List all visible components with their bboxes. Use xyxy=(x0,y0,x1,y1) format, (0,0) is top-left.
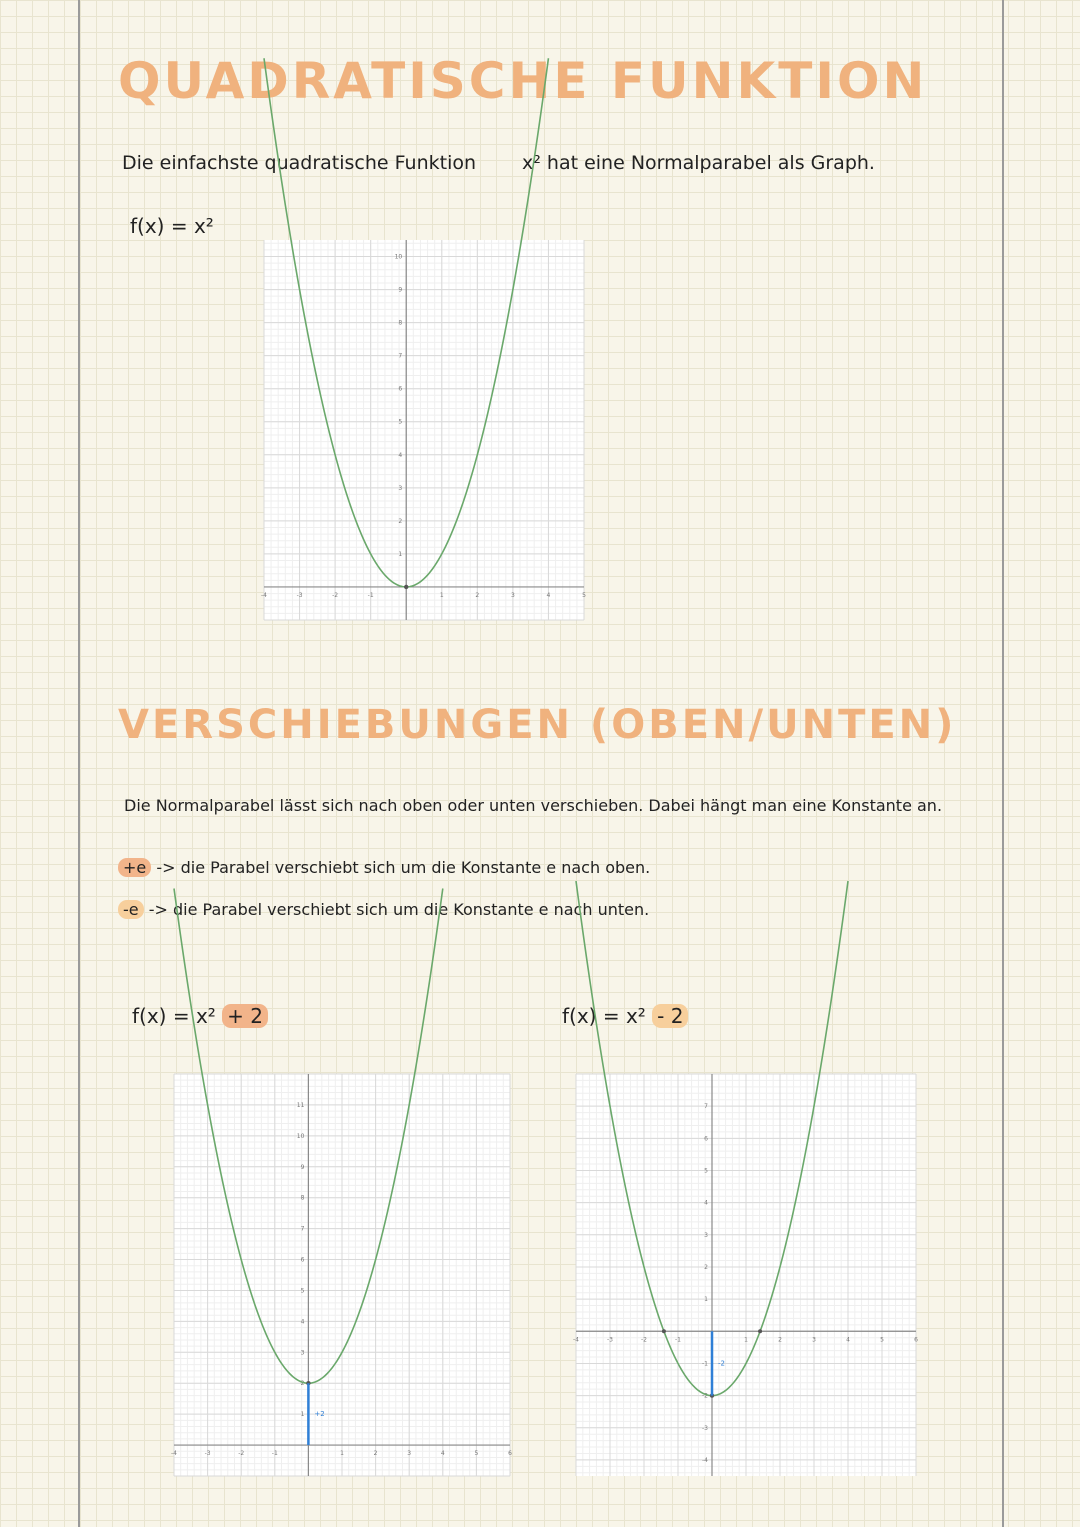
y-tick-label: 5 xyxy=(300,1287,305,1295)
y-tick-label: 8 xyxy=(398,319,403,327)
y-tick-label: 9 xyxy=(398,286,403,294)
x-tick-label: 3 xyxy=(510,591,515,599)
rule-plus-text: -> die Parabel verschiebt sich um die Konstante e nach oben. xyxy=(156,858,651,877)
x-tick-label: 5 xyxy=(582,591,586,599)
formula-plus-base: f(x) = x² xyxy=(132,1004,216,1028)
y-tick-label: 5 xyxy=(398,418,403,426)
root-point xyxy=(758,1329,762,1333)
y-tick-label: 7 xyxy=(300,1225,305,1233)
x-tick-label: -3 xyxy=(204,1450,211,1458)
x-tick-label: 4 xyxy=(546,591,551,599)
intro-text-a: Die einfachste quadratische Funktion xyxy=(122,152,477,174)
y-tick-label: -1 xyxy=(702,1360,708,1368)
rule-plus xyxy=(118,858,650,877)
vertex-point xyxy=(404,585,408,589)
rule-plus-tag: +e xyxy=(118,858,151,877)
y-tick-label: 10 xyxy=(296,1132,305,1140)
x-tick-label: -3 xyxy=(607,1336,613,1344)
x-tick-label: 6 xyxy=(508,1450,512,1458)
y-tick-label: 4 xyxy=(704,1199,708,1207)
y-tick-label: 3 xyxy=(398,484,403,492)
x-tick-label: -1 xyxy=(675,1336,681,1344)
y-tick-label: 6 xyxy=(704,1135,708,1143)
x-tick-label: -2 xyxy=(238,1450,245,1458)
rule-minus xyxy=(118,900,649,919)
x-tick-label: 6 xyxy=(914,1336,918,1344)
right-margin-line xyxy=(1002,0,1004,1527)
x-tick-label: 2 xyxy=(475,591,480,599)
y-tick-label: 7 xyxy=(704,1103,708,1111)
y-tick-label: 2 xyxy=(398,517,403,525)
y-tick-label: 9 xyxy=(300,1163,305,1171)
x-tick-label: 5 xyxy=(880,1336,884,1344)
rule-minus-text: -> die Parabel verschiebt sich um die Konstante e nach unten. xyxy=(148,900,650,919)
rule-minus-tag: -e xyxy=(118,900,144,919)
x-tick-label: -4 xyxy=(171,1450,177,1458)
y-tick-label: -2 xyxy=(702,1392,708,1400)
graph-normal-parabola-svg xyxy=(261,240,586,620)
y-tick-label: 1 xyxy=(300,1411,305,1419)
intro-text-b: x² hat eine Normalparabel als Graph. xyxy=(522,152,875,174)
x-tick-label: 4 xyxy=(440,1450,445,1458)
graph-shift-down-svg xyxy=(573,1074,918,1476)
y-tick-label: 2 xyxy=(704,1263,708,1271)
formula-plus xyxy=(132,1004,268,1028)
shift-paragraph: Die Normalparabel lässt sich nach oben oder unten verschieben. Dabei hängt man eine Konstante an. xyxy=(124,796,943,815)
x-tick-label: 1 xyxy=(744,1336,748,1344)
x-tick-label: -2 xyxy=(332,591,339,599)
y-tick-label: 10 xyxy=(394,253,403,261)
y-tick-label: 2 xyxy=(300,1380,305,1388)
x-tick-label: -3 xyxy=(296,591,303,599)
shift-label: +2 xyxy=(314,1410,325,1419)
y-tick-label: 6 xyxy=(300,1256,305,1264)
x-tick-label: -4 xyxy=(261,591,267,599)
x-tick-label: 2 xyxy=(778,1336,782,1344)
graph-shift-up xyxy=(171,1074,512,1476)
y-tick-label: -3 xyxy=(702,1424,708,1432)
y-tick-label: 4 xyxy=(300,1318,305,1326)
x-tick-label: 5 xyxy=(474,1450,479,1458)
y-tick-label: 8 xyxy=(300,1194,305,1202)
y-tick-label: 1 xyxy=(704,1296,708,1304)
y-tick-label: 11 xyxy=(296,1101,305,1109)
formula-minus-base: f(x) = x² xyxy=(562,1004,646,1028)
y-tick-label: 1 xyxy=(398,550,403,558)
left-margin-line xyxy=(78,0,80,1527)
shift-label: -2 xyxy=(718,1359,725,1368)
y-tick-label: 4 xyxy=(398,451,403,459)
x-tick-label: -2 xyxy=(641,1336,647,1344)
y-tick-label: 6 xyxy=(398,385,403,393)
main-heading: QUADRATISCHE FUNKTION xyxy=(118,52,928,110)
y-tick-label: 3 xyxy=(300,1349,305,1357)
graph-shift-down xyxy=(573,1074,918,1476)
x-tick-label: 4 xyxy=(846,1336,850,1344)
x-tick-label: -1 xyxy=(271,1450,278,1458)
y-tick-label: -4 xyxy=(702,1456,708,1464)
y-tick-label: 3 xyxy=(704,1231,708,1239)
formula-plus-term: + 2 xyxy=(222,1004,268,1028)
y-tick-label: 7 xyxy=(398,352,403,360)
root-point xyxy=(662,1329,666,1333)
x-tick-label: 3 xyxy=(812,1336,816,1344)
formula-minus-term: - 2 xyxy=(652,1004,688,1028)
x-tick-label: 1 xyxy=(340,1450,344,1458)
x-tick-label: 3 xyxy=(407,1450,412,1458)
formula-minus xyxy=(562,1004,688,1028)
x-tick-label: 1 xyxy=(439,591,444,599)
y-tick-label: 5 xyxy=(704,1167,708,1175)
graph-normal-parabola xyxy=(261,240,586,620)
x-tick-label: -1 xyxy=(367,591,374,599)
x-tick-label: 2 xyxy=(373,1450,378,1458)
shift-heading: VERSCHIEBUNGEN (OBEN/UNTEN) xyxy=(118,702,957,748)
formula-main: f(x) = x² xyxy=(130,214,214,238)
graph-shift-up-svg xyxy=(171,1074,512,1476)
x-tick-label: -4 xyxy=(573,1336,579,1344)
